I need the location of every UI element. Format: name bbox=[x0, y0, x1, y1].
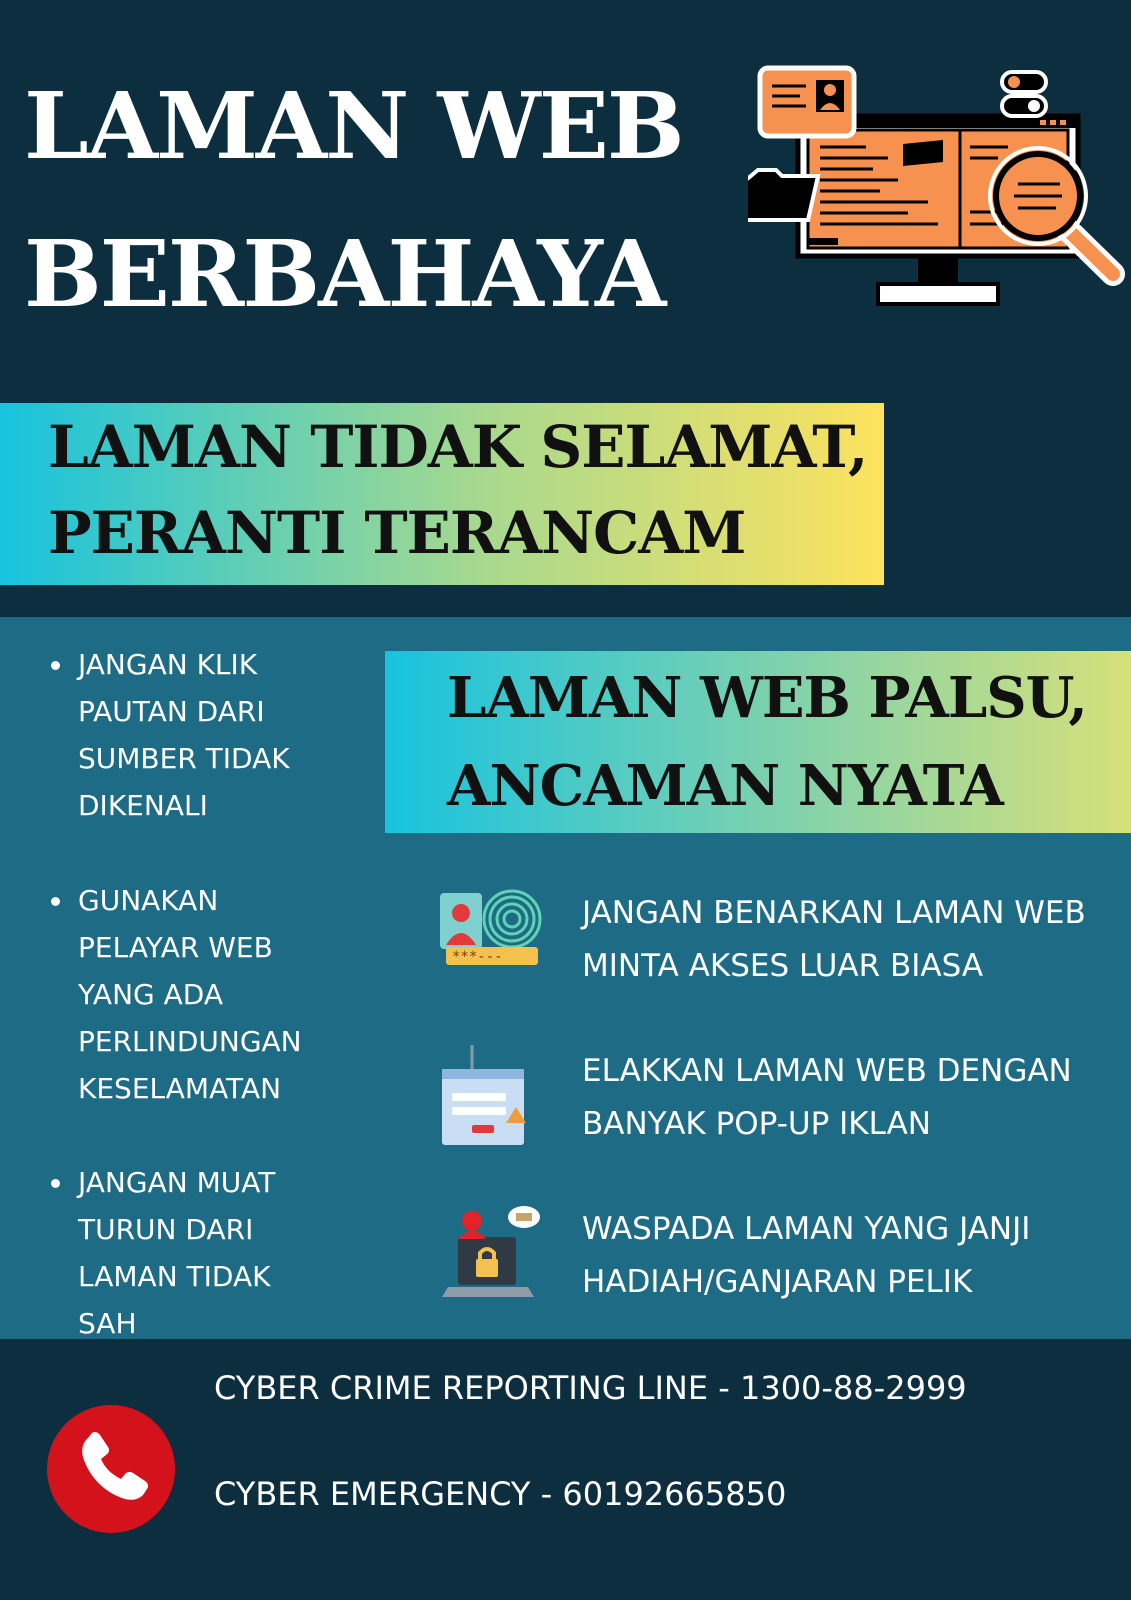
warning-item bbox=[436, 887, 1131, 987]
tip-line: PERLINDUNGAN bbox=[78, 1025, 302, 1058]
phishing-login-icon bbox=[436, 1045, 546, 1145]
tip-line: DIKENALI bbox=[78, 789, 208, 822]
phone-call-button[interactable] bbox=[47, 1405, 175, 1533]
tip-line: TURUN DARI bbox=[78, 1213, 254, 1246]
tip-line: GUNAKAN bbox=[78, 884, 219, 917]
tip-line: JANGAN MUAT bbox=[78, 1166, 276, 1199]
svg-text:***---: ***--- bbox=[452, 949, 503, 965]
warning-line: BANYAK POP-UP IKLAN bbox=[582, 1106, 931, 1142]
list-item bbox=[78, 1159, 368, 1347]
reporting-line-text: CYBER CRIME REPORTING LINE - 1300-88-2999 bbox=[214, 1369, 967, 1407]
list-item bbox=[78, 877, 368, 1112]
warning-item bbox=[436, 1045, 1131, 1145]
tip-line: LAMAN TIDAK bbox=[78, 1260, 271, 1293]
tip-line: SUMBER TIDAK bbox=[78, 742, 290, 775]
tip-line: SAH bbox=[78, 1307, 137, 1340]
middle-banner-line-1: LAMAN WEB PALSU, bbox=[447, 665, 1087, 731]
warning-text bbox=[582, 1045, 1072, 1151]
top-banner-line-2: PERANTI TERANCAM bbox=[48, 499, 746, 567]
info-panel bbox=[0, 617, 1131, 1339]
tip-line: PAUTAN DARI bbox=[78, 695, 265, 728]
phone-icon bbox=[47, 1405, 175, 1533]
warning-line: JANGAN BENARKAN LAMAN WEB bbox=[582, 895, 1086, 931]
warning-line: ELAKKAN LAMAN WEB DENGAN bbox=[582, 1053, 1072, 1089]
warning-line: WASPADA LAMAN YANG JANJI bbox=[582, 1211, 1031, 1247]
computer-monitor-magnifier-icon bbox=[748, 62, 1126, 322]
poster-title-line-2: BERBAHAYA bbox=[24, 220, 665, 328]
middle-banner bbox=[385, 651, 1131, 833]
top-banner-line-1: LAMAN TIDAK SELAMAT, bbox=[48, 413, 868, 481]
warning-line: MINTA AKSES LUAR BIASA bbox=[582, 948, 984, 984]
contact-footer bbox=[0, 1339, 1131, 1600]
warning-line: HADIAH/GANJARAN PELIK bbox=[582, 1264, 973, 1300]
middle-banner-line-2: ANCAMAN NYATA bbox=[447, 753, 1003, 819]
warning-text bbox=[582, 1203, 1030, 1309]
identity-fingerprint-icon bbox=[436, 887, 546, 987]
poster-title bbox=[24, 52, 683, 348]
list-item bbox=[78, 641, 368, 829]
hacker-laptop-lock-icon bbox=[436, 1203, 546, 1303]
warning-item bbox=[436, 1203, 1131, 1303]
emergency-contact-text: CYBER EMERGENCY - 60192665850 bbox=[214, 1475, 787, 1513]
tip-line: JANGAN KLIK bbox=[78, 648, 258, 681]
tip-line: YANG ADA bbox=[78, 978, 224, 1011]
top-banner bbox=[0, 403, 884, 585]
tip-line: PELAYAR WEB bbox=[78, 931, 273, 964]
poster-title-line-1: LAMAN WEB bbox=[24, 72, 683, 180]
warning-text bbox=[582, 887, 1086, 993]
tip-line: KESELAMATAN bbox=[78, 1072, 282, 1105]
